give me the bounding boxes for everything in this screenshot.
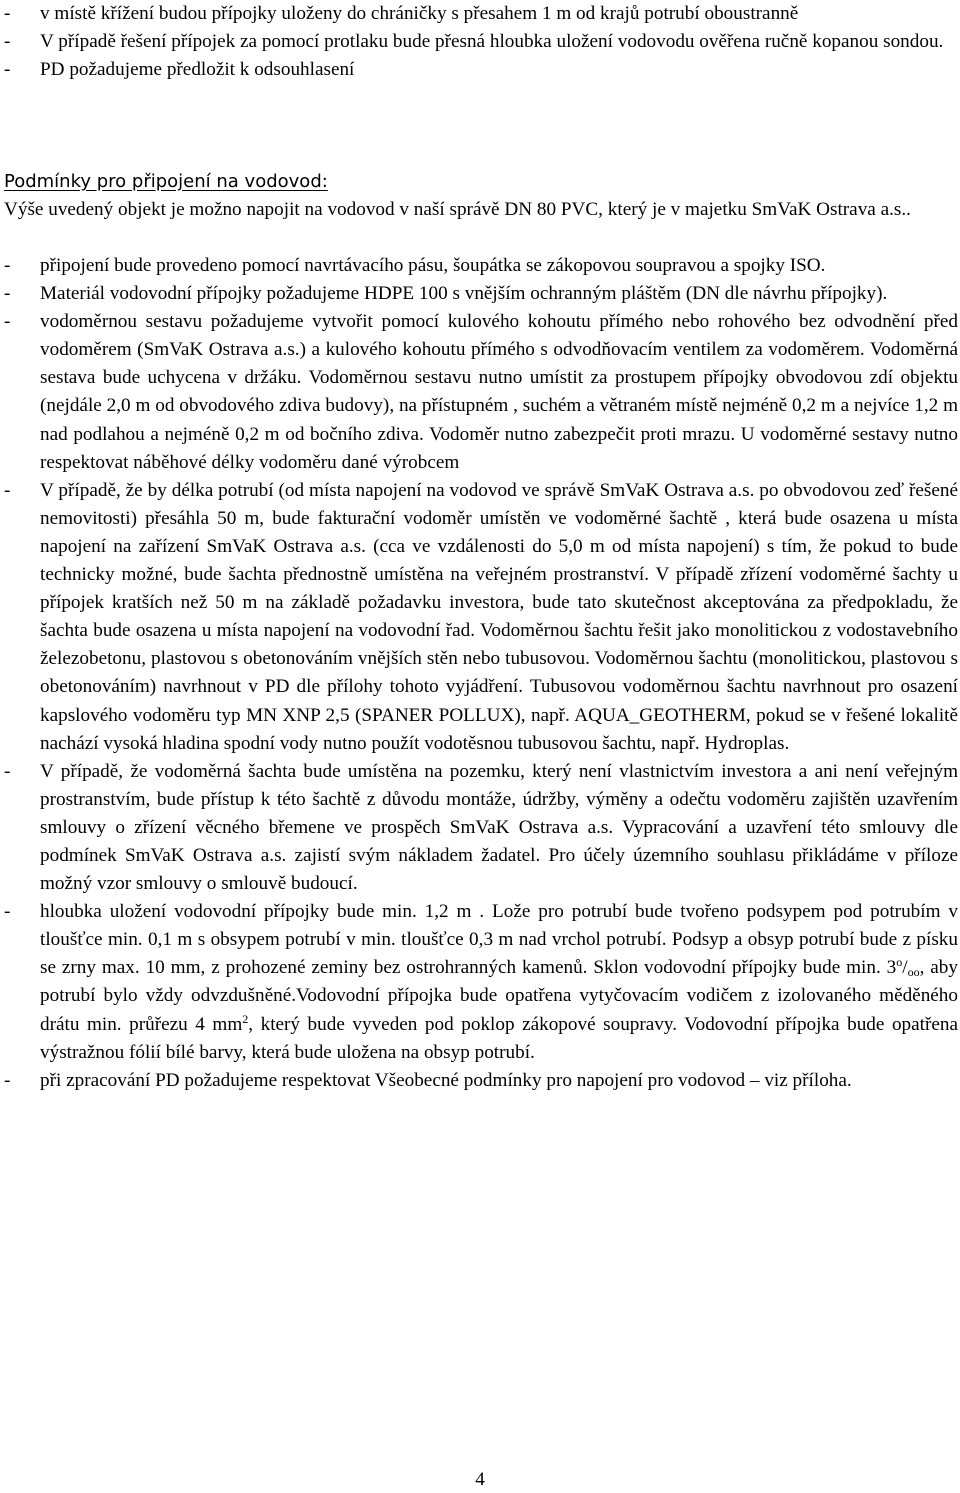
list-item: [0, 28, 960, 56]
list-item-text: připojení bude provedeno pomocí navrtávacího pásu, šoupátka se zákopovou soupravou a spojky ISO.: [40, 255, 826, 276]
bullet-dash: -: [4, 311, 11, 333]
slope-slash: /: [902, 957, 908, 979]
list-item-text: Materiál vodovodní přípojky požadujeme HDPE 100 s vnějším ochranným pláštěm (DN dle návrhu přípojky).: [40, 283, 888, 305]
bullet-dash: -: [4, 283, 11, 305]
intro-paragraph: Výše uvedený objekt je možno napojit na vodovod v naší správě DN 80 PVC, který je v majetku SmVaK Ostrava a.s..: [4, 199, 911, 220]
depth-text-part2: , aby potrubí bylo vždy odvzdušněné.Vodovodní přípojka bude opatřena vytyčovacím vodičem z izolovaného měděného drátu min. průřezu 4 mm: [40, 957, 958, 1035]
bullet-dash: -: [4, 760, 11, 782]
list-item-text: PD požadujeme předložit k odsouhlasení: [40, 59, 355, 81]
slope-superscript: o: [896, 955, 903, 970]
list-item-text: v místě křížení budou přípojky uloženy do chráničky s přesahem 1 m od krajů potrubí oboustranně: [40, 3, 799, 24]
depth-text-part1: hloubka uložení vodovodní přípojky bude min. 1,2 m . Lože pro potrubí bude tvořeno podsypem pod potrubím v tloušťce min. 0,1 m s obsypem potrubí v min. tloušťce 0,3 m nad vrchol potrubí. Podsyp a obsyp potrubí bude z písku se zrny max. 10 mm, z prohozené zeminy bez ostrohranných kamenů. Sklon vodovodní přípojky bude min. 3: [40, 901, 958, 979]
bullet-dash: -: [4, 31, 11, 53]
bullet-dash: -: [4, 479, 11, 501]
list-item: [0, 56, 960, 84]
list-item: [0, 1067, 960, 1095]
list-item: [0, 0, 960, 28]
list-item-text: V případě, že vodoměrná šachta bude umístěna na pozemku, který není vlastnictvím investora a ani není veřejným prostranstvím, bude přístup k této šachtě z důvodu montáže, údržby, výměny a odečtu vodoměru zajištěn uzavřením smlouvy o zřízení věcného břemene ve prospěch SmVaK Ostrava a.s. Vypracování a uzavření této smlouvy dle podmínek SmVaK Ostrava a.s. zajistí svým nákladem žadatel. Pro účely územního souhlasu přikládáme v příloze možný vzor smlouvy o smlouvě budoucí.: [40, 760, 958, 895]
conditions-list: [0, 252, 960, 1095]
list-item-text: V případě řešení přípojek za pomocí protlaku bude přesná hloubka uložení vodovodu ověřena ručně kopanou sondou.: [40, 31, 944, 53]
bullet-dash: -: [4, 3, 11, 24]
depth-text-part3: , který bude vyveden pod poklop zákopové soupravy. Vodovodní přípojka bude opatřena výstražnou fólií bílé barvy, která bude uložena na obsyp potrubí.: [40, 1013, 959, 1063]
slope-subscript: oo: [907, 965, 920, 980]
list-item: [0, 280, 960, 308]
section-heading: [4, 168, 954, 196]
list-item: [0, 758, 960, 898]
list-item-depth: [0, 898, 960, 1067]
list-item-text: při zpracování PD požadujeme respektovat Všeobecné podmínky pro napojení pro vodovod – viz příloha.: [40, 1069, 852, 1091]
list-item: [0, 252, 960, 280]
page-number: 4: [475, 1469, 485, 1490]
bullet-dash: -: [4, 1069, 11, 1091]
list-item-text: V případě, že by délka potrubí (od místa napojení na vodovod ve správě SmVaK Ostrava a.s. po obvodovou zeď řešené nemovitosti) přesáhla 50 m, bude fakturační vodoměr umístěn ve vodoměrné šachtě , která bude osazena u místa napojení na zařízení SmVaK Ostrava a.s. (cca ve vzdálenosti do 5,0 m od místa napojení) s tím, že pokud to bude technicky možné, bude šachta přednostně umístěna na veřejném prostranství. V případě zřízení vodoměrné šachty u přípojek kratších než 50 m na základě požadavku investora, bude tato skutečnost akceptována za předpokladu, že šachta bude osazena u místa napojení na vodovodní řad. Vodoměrnou šachtu řešit jako monolitickou z vodostavebního železobetonu, plastovou s obetonováním vnějších stěn nebo tubusovou. Vodoměrnou šachtu (monolitickou, plastovou s obetonováním) navrhnout v PD dle přílohy tohoto vyjádření. Tubusovou vodoměrnou šachtu navrhnout pro osazení kapslového vodoměru typ MN XNP 2,5 (SPANER POLLUX), např. AQUA_GEOTHERM, pokud se v řešené lokalitě nachází vysoká hladina spodní vody nutno použít vodotěsnou tubusovou šachtu, např. Hydroplas.: [40, 479, 958, 754]
section-heading-text: Podmínky pro připojení na vodovod:: [4, 171, 328, 192]
area-superscript: 2: [242, 1011, 249, 1026]
top-list: [0, 0, 960, 84]
list-item: [0, 308, 960, 477]
list-item-text: vodoměrnou sestavu požadujeme vytvořit pomocí kulového kohoutu přímého nebo rohového bez odvodnění před vodoměrem (SmVaK Ostrava a.s.) a kulového kohoutu přímého s odvodňovacím ventilem za vodoměrem. Vodoměrná sestava bude uchycena v držáku. Vodoměrnou sestavu nutno umístit za prostupem přípojky obvodovou zdí objektu (nejdále 2,0 m od obvodového zdiva budovy), na přístupném , suchém a větraném místě nejméně 0,2 m a nejvíce 1,2 m nad podlahou a nejméně 0,2 m od bočního zdiva. Vodoměr nutno zabezpečit proti mrazu. U vodoměrné sestavy nutno respektovat náběhové délky vodoměru dané výrobcem: [40, 311, 958, 473]
bullet-dash: -: [4, 255, 11, 276]
list-item: [0, 477, 960, 758]
bullet-dash: -: [4, 901, 11, 923]
bullet-dash: -: [4, 59, 11, 81]
